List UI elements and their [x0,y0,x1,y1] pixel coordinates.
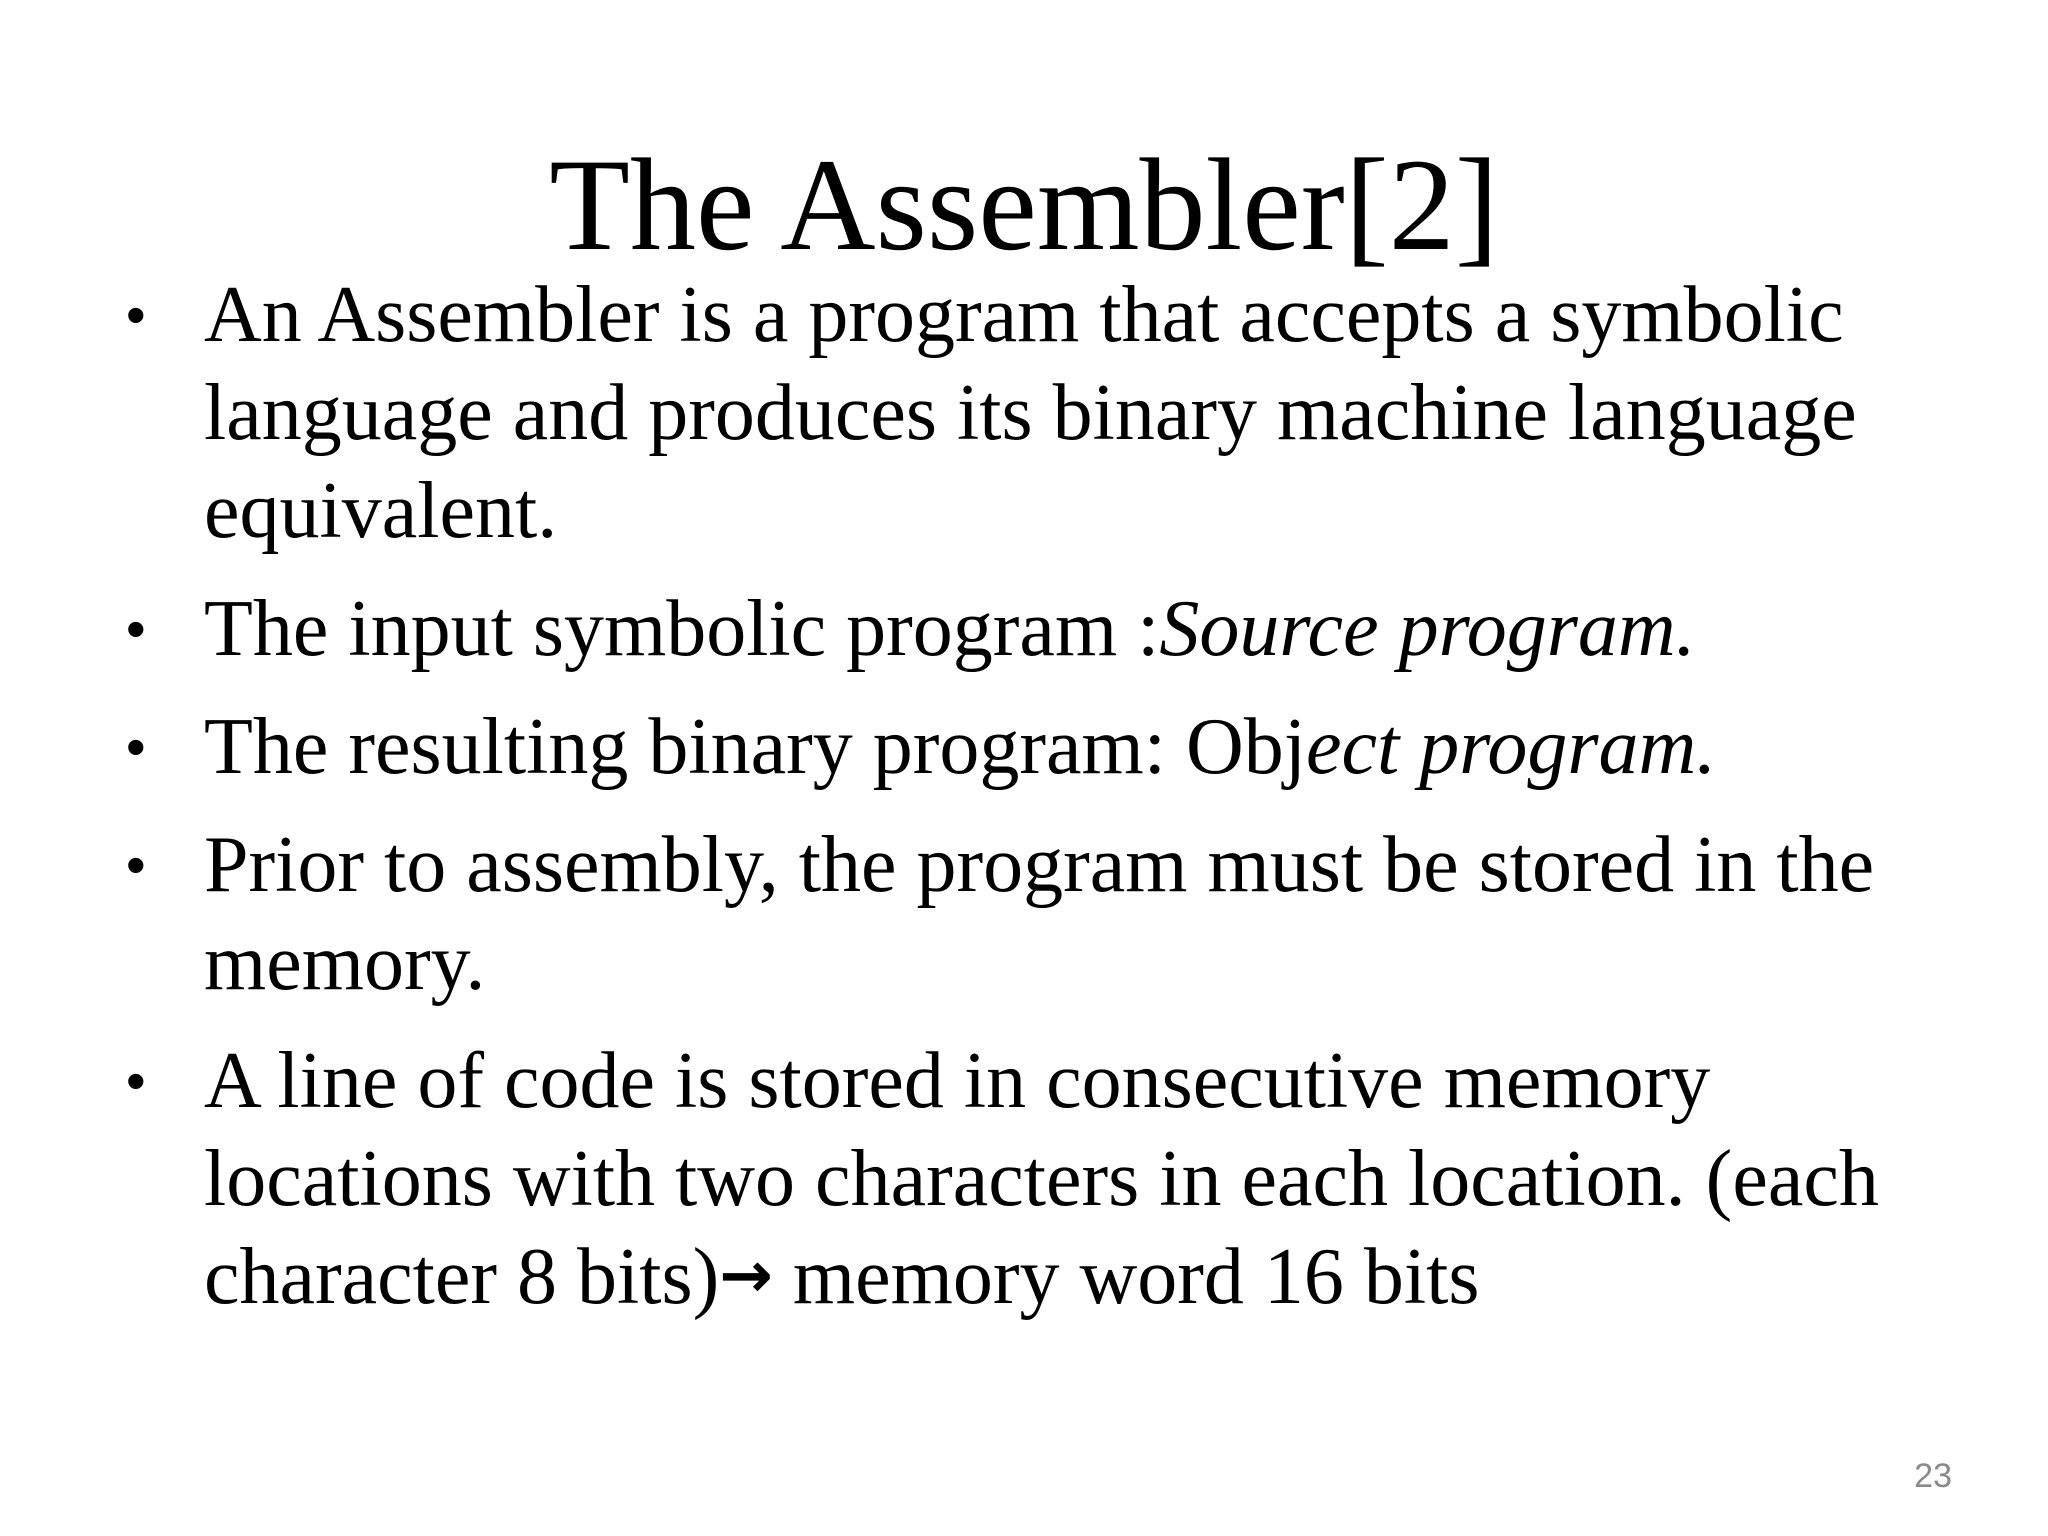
bullet-text-line: locations with two characters in each location. (each [204,1135,1879,1223]
bullet-text-line [204,1228,1988,1331]
bullet-text-plain: memory word 16 bits [772,1233,1480,1321]
page-number: 23 [1914,1457,1952,1495]
bullet-text-line: equivalent. [204,467,558,555]
bullet-item-object-program [0,698,2048,796]
bullet-list [0,266,2048,1351]
bullet-dot-icon: • [126,715,146,778]
bullet-dot-icon: • [126,283,146,346]
bullet-text-line: memory. [204,919,486,1007]
bullet-dot-icon: • [126,833,146,896]
bullet-dot-icon: • [126,597,146,660]
bullet-text-plain: The resulting binary program: Obj [204,703,1306,791]
slide-title: The Assembler[2] [549,131,1499,278]
right-arrow-icon: → [719,1239,773,1313]
bullet-text-italic: ect program. [1305,703,1717,791]
bullet-text-plain: The input symbolic program : [204,585,1160,673]
bullet-item-line-of-code [0,1032,2048,1331]
bullet-item-source-program [0,580,2048,678]
bullet-text-line: language and produces its binary machine language [204,369,1857,457]
bullet-text-line [204,580,1988,678]
bullet-text-line [204,698,1988,796]
bullet-item-assembler-definition [0,266,2048,560]
bullet-text-line: An Assembler is a program that accepts a symbolic [204,271,1844,359]
bullet-text-italic: Source program. [1159,585,1696,673]
bullet-dot-icon: • [126,1049,146,1112]
bullet-item-stored-in-memory [0,816,2048,1012]
bullet-text-line: Prior to assembly, the program must be stored in the [204,821,1875,909]
bullet-text-line: A line of code is stored in consecutive memory [204,1037,1711,1125]
bullet-text-plain: character 8 bits) [204,1233,720,1321]
